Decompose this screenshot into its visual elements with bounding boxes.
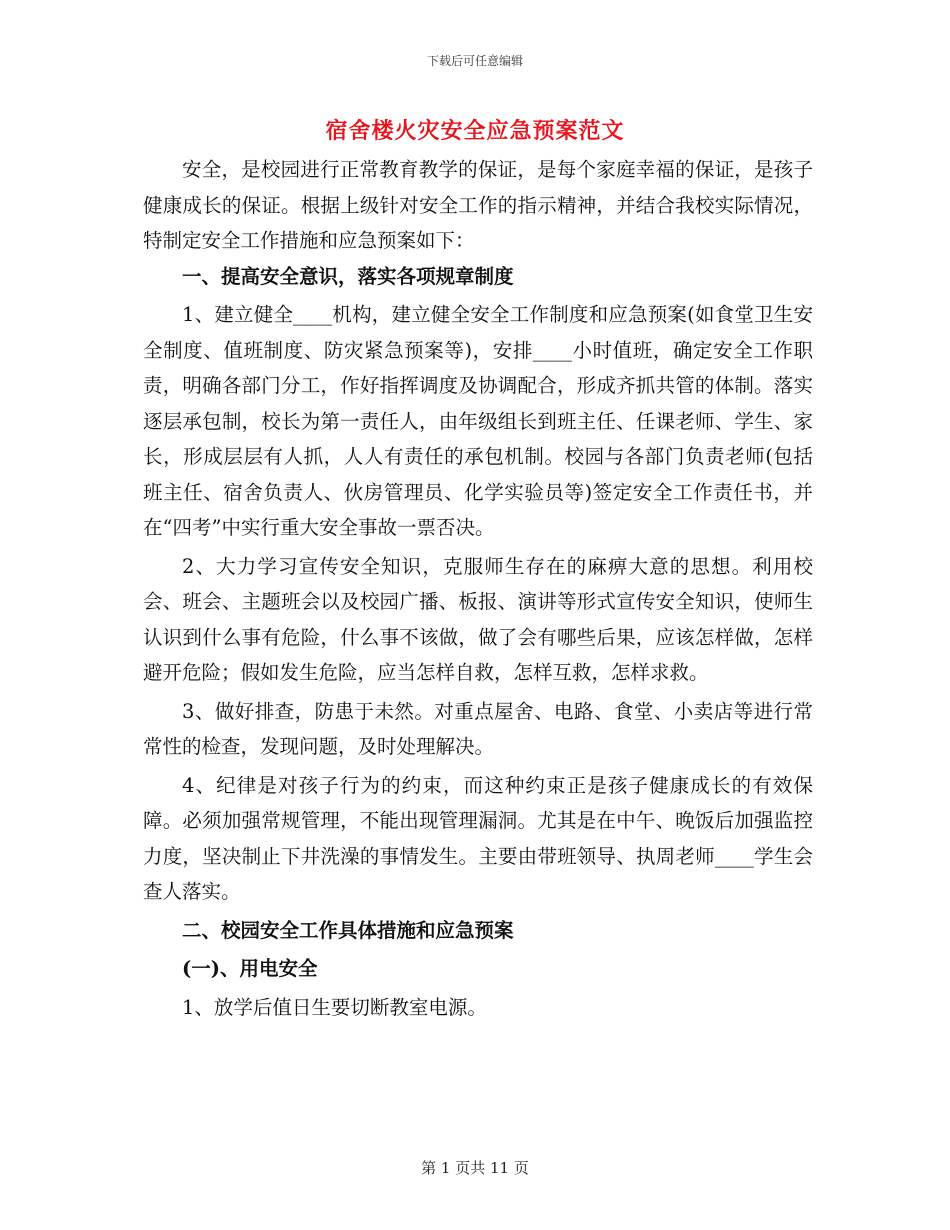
paragraph-item-1: 1、建立健全____机构，建立健全安全工作制度和应急预案(如食堂卫生安全制度、值班制度、防灾紧急预案等)，安排____小时值班，确定安全工作职责，明确各部门分工，作好指挥调度及协调配合，形成齐抓共管的体制。落实逐层承包制，校长为第一责任人，由年级组长到班主任、任课老师、学生、家长，形成层层有人抓，人人有责任的承包机制。校园与各部门负责老师(包括班主任、宿舍负责人、伙房管理员、化学实验员等)签定安全工作责任书，并在“四考”中实行重大安全事故一票否决。 [143, 303, 813, 539]
paragraph-item-3: 3、做好排查，防患于未然。对重点屋舍、电路、食堂、小卖店等进行常常性的检查，发现问题，及时处理解决。 [143, 699, 813, 758]
intro-paragraph: 安全，是校园进行正常教育教学的保证，是每个家庭幸福的保证，是孩子健康成长的保证。根据上级针对安全工作的指示精神，并结合我校实际情况，特制定安全工作措施和应急预案如下： [143, 158, 813, 252]
section-heading-2: 二、校园安全工作具体措施和应急预案 [182, 918, 514, 942]
subsection-heading-electricity: (一)、用电安全 [182, 957, 318, 980]
section-heading-1: 一、提高安全意识，落实各项规章制度 [182, 264, 514, 288]
page-header-note: 下载后可任意编辑 [426, 54, 523, 68]
document-title: 宿舍楼火灾安全应急预案范文 [325, 118, 625, 144]
page-footer-number: 第 1 页共 11 页 [421, 1159, 529, 1177]
paragraph-item-2: 2、大力学习宣传安全知识，克服师生存在的麻痹大意的思想。利用校会、班会、主题班会以及校园广播、板报、演讲等形式宣传安全知识，使师生认识到什么事有危险，什么事不该做，做了会有哪些后果，应该怎样做，怎样避开危险；假如发生危险，应当怎样自救，怎样互救，怎样求救。 [143, 554, 813, 684]
document-body [143, 152, 813, 1025]
paragraph-item-4: 4、纪律是对孩子行为的约束，而这种约束正是孩子健康成长的有效保障。必须加强常规管理，不能出现管理漏洞。尤其是在中午、晚饭后加强监控力度，坚决制止下井洗澡的事情发生。主要由带班领导、执周老师____学生会查人落实。 [143, 773, 813, 903]
paragraph-electricity-1: 1、放学后值日生要切断教室电源。 [182, 995, 487, 1019]
